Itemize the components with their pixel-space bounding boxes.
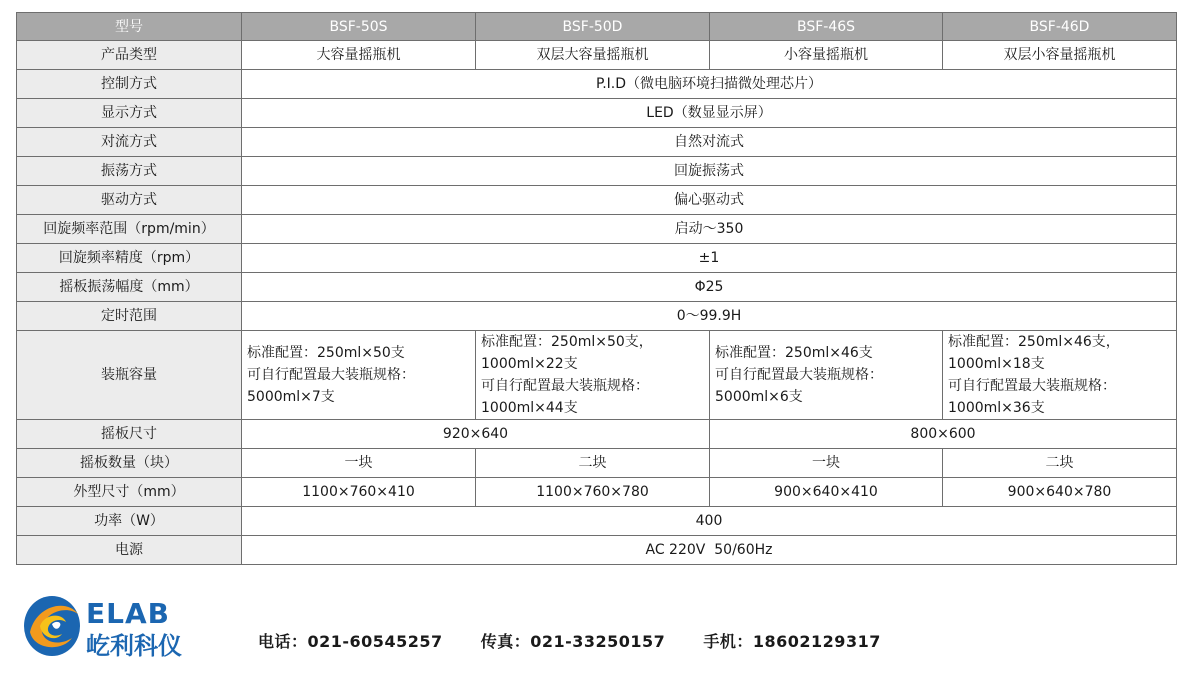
table-row: [17, 128, 1177, 157]
capacity-line: 1000ml×18支: [948, 356, 1045, 372]
capacity-line: 标准配置：250ml×46支: [715, 345, 873, 361]
table-row: [17, 302, 1177, 331]
row-label: 回旋频率范围（rpm/min）: [17, 215, 242, 244]
capacity-line: 5000ml×6支: [715, 389, 803, 405]
table-cell: 400: [242, 507, 1177, 536]
capacity-cell: [710, 331, 943, 420]
mobile-text: 手机：18602129317: [703, 632, 881, 651]
logo-cn-text: 屹利科仪: [86, 632, 182, 660]
row-label: 控制方式: [17, 70, 242, 99]
row-label: 外型尺寸（mm）: [17, 478, 242, 507]
capacity-line: 1000ml×36支: [948, 400, 1045, 416]
table-row: [17, 99, 1177, 128]
row-label: 对流方式: [17, 128, 242, 157]
table-cell: LED（数显显示屏）: [242, 99, 1177, 128]
capacity-line: 可自行配置最大装瓶规格：: [715, 367, 883, 383]
row-label: 振荡方式: [17, 157, 242, 186]
table-row: [17, 420, 1177, 449]
table-cell: 回旋振荡式: [242, 157, 1177, 186]
capacity-line: 可自行配置最大装瓶规格：: [247, 367, 415, 383]
table-row: [17, 157, 1177, 186]
table-cell: 一块: [242, 449, 476, 478]
table-row: [17, 478, 1177, 507]
table-cell: 自然对流式: [242, 128, 1177, 157]
table-row: [17, 244, 1177, 273]
row-label: 产品类型: [17, 41, 242, 70]
table-row: [17, 331, 1177, 420]
table-cell: 二块: [476, 449, 710, 478]
table-cell: 0～99.9H: [242, 302, 1177, 331]
header-label: 型号: [17, 13, 242, 41]
phone-text: 电话：021-60545257: [258, 632, 443, 651]
table-cell: 二块: [943, 449, 1177, 478]
table-row: [17, 507, 1177, 536]
capacity-cell: [943, 331, 1177, 420]
capacity-line: 标准配置：250ml×50支，: [481, 334, 653, 350]
row-label: 驱动方式: [17, 186, 242, 215]
table-row: [17, 215, 1177, 244]
capacity-line: 可自行配置最大装瓶规格：: [948, 378, 1116, 394]
model-cell: BSF-46S: [710, 13, 943, 41]
row-label: 功率（W）: [17, 507, 242, 536]
table-cell: 小容量摇瓶机: [710, 41, 943, 70]
footer: [22, 592, 1172, 664]
capacity-cell: [476, 331, 710, 420]
row-label: 电源: [17, 536, 242, 565]
model-cell: BSF-50D: [476, 13, 710, 41]
table-cell: 启动～350: [242, 215, 1177, 244]
table-cell: 1100×760×780: [476, 478, 710, 507]
capacity-cell: [242, 331, 476, 420]
table-row: [17, 273, 1177, 302]
fax-text: 传真：021-33250157: [480, 632, 666, 651]
capacity-line: 标准配置：250ml×46支，: [948, 334, 1120, 350]
table-cell: ±1: [242, 244, 1177, 273]
spec-table: [16, 12, 1177, 565]
capacity-line: 可自行配置最大装瓶规格：: [481, 378, 649, 394]
table-cell: 一块: [710, 449, 943, 478]
row-label: 显示方式: [17, 99, 242, 128]
contact-info: [258, 629, 913, 652]
model-cell: BSF-46D: [943, 13, 1177, 41]
capacity-line: 1000ml×44支: [481, 400, 578, 416]
capacity-line: 5000ml×7支: [247, 389, 335, 405]
row-label: 摇板数量（块）: [17, 449, 242, 478]
row-label: 摇板振荡幅度（mm）: [17, 273, 242, 302]
table-cell: 900×640×410: [710, 478, 943, 507]
table-cell: 双层大容量摇瓶机: [476, 41, 710, 70]
row-label: 摇板尺寸: [17, 420, 242, 449]
table-row: [17, 186, 1177, 215]
logo-text: ELAB: [86, 597, 170, 630]
table-cell: 800×600: [710, 420, 1177, 449]
row-label: 装瓶容量: [17, 331, 242, 420]
model-cell: BSF-50S: [242, 13, 476, 41]
capacity-line: 1000ml×22支: [481, 356, 578, 372]
table-cell: 920×640: [242, 420, 710, 449]
table-cell: Φ25: [242, 273, 1177, 302]
table-row: [17, 41, 1177, 70]
header-row: [17, 13, 1177, 41]
table-row: [17, 449, 1177, 478]
table-cell: AC 220V 50/60Hz: [242, 536, 1177, 565]
row-label: 回旋频率精度（rpm）: [17, 244, 242, 273]
elab-logo: [22, 592, 202, 660]
logo-emblem-icon: [24, 596, 80, 656]
table-row: [17, 70, 1177, 99]
table-cell: 900×640×780: [943, 478, 1177, 507]
row-label: 定时范围: [17, 302, 242, 331]
table-cell: 偏心驱动式: [242, 186, 1177, 215]
table-cell: P.I.D（微电脑环境扫描微处理芯片）: [242, 70, 1177, 99]
table-cell: 双层小容量摇瓶机: [943, 41, 1177, 70]
capacity-line: 标准配置：250ml×50支: [247, 345, 405, 361]
table-cell: 大容量摇瓶机: [242, 41, 476, 70]
table-row: [17, 536, 1177, 565]
table-cell: 1100×760×410: [242, 478, 476, 507]
